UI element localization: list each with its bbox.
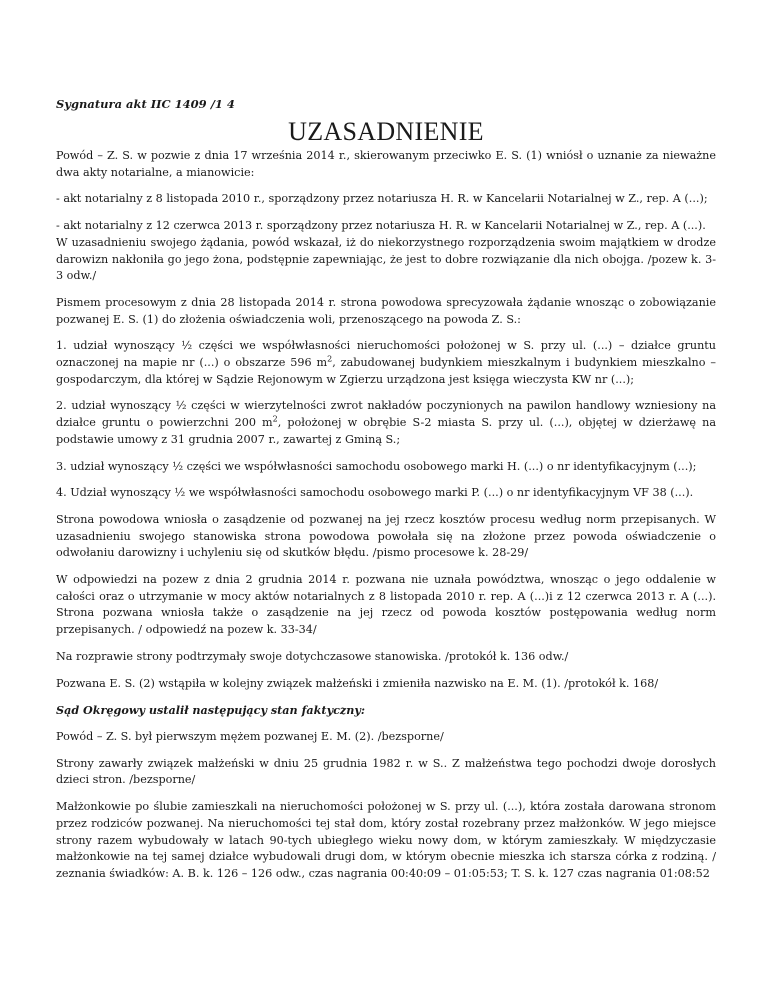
paragraph-item-3: 3. udział wynoszący ½ części we współwłasności samochodu osobowego marki H. (...) o nr identyfikacyjnym (...);: [56, 459, 697, 473]
section-heading-facts: Sąd Okręgowy ustalił następujący stan faktyczny:: [56, 703, 365, 718]
case-signature: Sygnatura akt IIC 1409 /1 4: [56, 97, 235, 111]
paragraph-item-4: 4. Udział wynoszący ½ we współwłasności samochodu osobowego marki P. (...) o nr identyfikacyjnym VF 38 (...).: [56, 486, 694, 500]
paragraph-pleading: Pismem procesowym z dnia 28 listopada 2014 r. strona powodowa sprecyzowała żądanie wnosząc o zobowiązanie pozwanej E. S. (1) do złożenia oświadczenia woli, przenoszącego na powoda Z. S.:: [56, 295, 716, 326]
superscript-two: 2: [327, 354, 333, 364]
item-2-part-b: , położonej w obrębie S-2 miasta S. przy ul. (...), objętej w dzierżawę na podstawie umowy z 31 grudnia 2007 r., zawartej z Gminą S.;: [56, 416, 716, 446]
item-2-part-a: 2. udział wynoszący ½ części w wierzytelności zwrot nakładów poczynionych na pawilon handlowy wzniesiony na działce gruntu o powierzchni 200 m: [56, 399, 716, 430]
document-page: [56, 0, 716, 883]
paragraph-name-change: Pozwana E. S. (2) wstąpiła w kolejny związek małżeński i zmieniła nazwisko na E. M. (1). /protokół k. 168/: [56, 676, 659, 690]
paragraph-husband: Powód – Z. S. był pierwszym mężem pozwanej E. M. (2). /bezsporne/: [56, 729, 444, 743]
document-title: UZASADNIENIE: [288, 117, 484, 146]
paragraph-item-1: [56, 338, 716, 388]
paragraph-property: Małżonkowie po ślubie zamieszkali na nieruchomości położonej w S. przy ul. (...), która została darowana stronom przez rodziców pozwanej. Na nieruchomości tej stał dom, który został rozebrany przez małżonków. W jego miejsce strony razem wybudowały w latach 90-tych ubiegłego wieku nowy dom, w którym zamieszkały. W międzyczasie małżonkowie na tej samej działce wybudowali drugi dom, w którym obecnie mieszka ich starsza córka z rodziną. / zeznania świadków: A. B. k. 126 – 126 odw., czas nagrania 00:40:09 – 01:05:53; T. S. k. 127 czas nagrania 01:08:52: [56, 800, 716, 880]
item-1-part-b: , zabudowanej budynkiem mieszkalnym i budynkiem mieszkalno – gospodarczym, dla której w Sądzie Rejonowym w Zgierzu urządzona jest księga wieczysta KW nr (...);: [56, 356, 716, 386]
superscript-two: 2: [272, 414, 278, 424]
paragraph-response: W odpowiedzi na pozew z dnia 2 grudnia 2014 r. pozwana nie uznała powództwa, wnosząc o jego oddalenie w całości oraz o utrzymanie w mocy aktów notarialnych z 8 listopada 2010 r. rep. A (...)i z 12 czerwca 2013 r. A (...). Strona pozwana wniosła także o zasądzenie na jej rzecz od powoda kosztów postępowania według norm przepisanych. / odpowiedź na pozew k. 33-34/: [56, 573, 716, 637]
paragraph-item-2: [56, 398, 716, 448]
paragraph-deed-1: - akt notarialny z 8 listopada 2010 r., sporządzony przez notariusza H. R. w Kancelarii Notarialnej w Z., rep. A (...);: [56, 192, 708, 206]
paragraph-costs: Strona powodowa wniosła o zasądzenie od pozwanej na jej rzecz kosztów procesu według norm przepisanych. W uzasadnieniu swojego stanowiska strona powodowa powołała się na złożone przez powoda oświadczenie o odwołaniu darowizny i uchyleniu się od skutków błędu. /pismo procesowe k. 28-29/: [56, 512, 716, 560]
item-1-part-a: 1. udział wynoszący ½ części we współwłasności nieruchomości położonej w S. przy ul. (...) – działce gruntu oznaczonej na mapie nr (...) o obszarze 596 m: [56, 339, 716, 370]
paragraph-hearing: Na rozprawie strony podtrzymały swoje dotychczasowe stanowiska. /protokół k. 136 odw./: [56, 649, 569, 663]
paragraph-marriage: Strony zawarły związek małżeński w dniu 25 grudnia 1982 r. w S.. Z małżeństwa tego pochodzi dwoje dorosłych dzieci stron. /bezsporne/: [56, 756, 716, 787]
paragraph-claim: Powód – Z. S. w pozwie z dnia 17 września 2014 r., skierowanym przeciwko E. S. (1) wniósł o uznanie za nieważne dwa akty notarialne, a mianowicie:: [56, 149, 716, 179]
paragraph-justification: W uzasadnieniu swojego żądania, powód wskazał, iż do niekorzystnego rozporządzenia swoim majątkiem w drodze darowizn nakłoniła go jego żona, podstępnie zapewniając, że jest to dobre rozwiązanie dla nich obojga. /pozew k. 3-3 odw./: [56, 235, 716, 283]
paragraph-deed-2: - akt notarialny z 12 czerwca 2013 r. sporządzony przez notariusza H. R. w Kancelarii Notarialnej w Z., rep. A (...).: [56, 219, 706, 233]
